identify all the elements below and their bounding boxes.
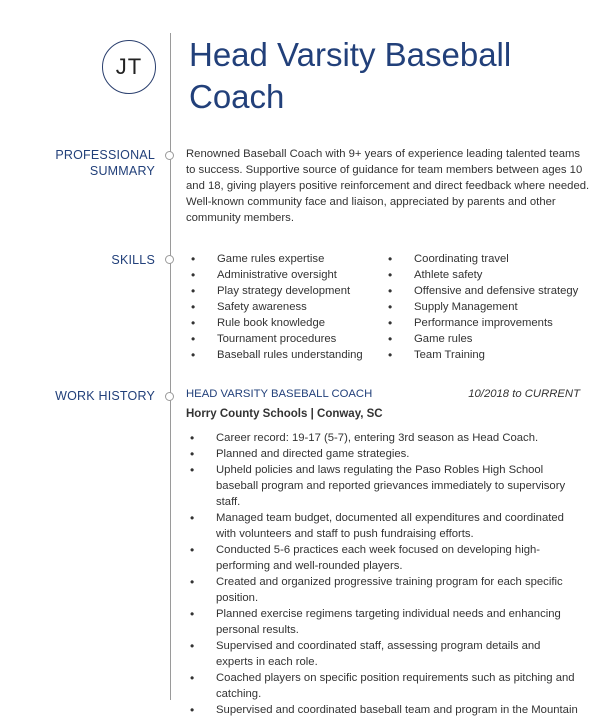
skill-item: • Coordinating travel: [388, 251, 578, 267]
timeline-line: [170, 33, 171, 700]
skills-list-right: [388, 251, 578, 363]
skill-item: • Team Training: [388, 347, 578, 363]
skill-item: • Play strategy development: [191, 283, 363, 299]
initials-text: JT: [115, 54, 143, 79]
skill-item: • Performance improvements: [388, 315, 578, 331]
section-title-summary: [55, 147, 155, 179]
resume-title-line-2: Coach: [189, 78, 285, 115]
section-title-summary-line-2: SUMMARY: [89, 164, 155, 178]
duty-item: • Upheld policies and laws regulating the Paso Robles High School baseball program and reported grievances immediately to supervisory staff.: [190, 462, 580, 510]
skill-item: • Offensive and defensive strategy: [388, 283, 578, 299]
skill-item: • Rule book knowledge: [191, 315, 363, 331]
job-title: HEAD VARSITY BASEBALL COACH: [186, 388, 373, 400]
skill-item: • Tournament procedures: [191, 331, 363, 347]
duty-item: • Managed team budget, documented all expenditures and coordinated with volunteers and staff to push fundraising efforts.: [190, 510, 580, 542]
section-title-summary-line-1: PROFESSIONAL: [55, 148, 155, 162]
duty-item: • Supervised and coordinated baseball team and program in the Mountain: [190, 702, 580, 718]
section-title-skills: SKILLS: [111, 253, 155, 267]
resume-title-line-1: Head Varsity Baseball: [189, 36, 512, 73]
job-dates: 10/2018 to CURRENT: [468, 388, 580, 400]
skill-item: • Game rules: [388, 331, 578, 347]
resume-title: [189, 34, 589, 118]
timeline-dot-skills: [165, 255, 174, 264]
skill-item: • Supply Management: [388, 299, 578, 315]
summary-text: Renowned Baseball Coach with 9+ years of experience leading talented teams to success. Supportive source of guidance for team members between ages 10 and 18, giving players positive reinforcement and direct feedback where needed. Well-known community face and liaison, appreciated by parents and other community members.: [186, 148, 590, 224]
employer: Horry County Schools | Conway, SC: [186, 408, 383, 420]
skill-item: • Athlete safety: [388, 267, 578, 283]
timeline-dot-work-history: [165, 392, 174, 401]
duty-item: • Supervised and coordinated staff, assessing program details and experts in each role.: [190, 638, 580, 670]
skills-list-left: [191, 251, 363, 363]
duty-item: • Coached players on specific position requirements such as pitching and catching.: [190, 670, 580, 702]
job-duties-list: [190, 430, 580, 718]
duty-item: • Created and organized progressive training program for each specific position.: [190, 574, 580, 606]
timeline-dot-summary: [165, 151, 174, 160]
duty-item: • Career record: 19-17 (5-7), entering 3rd season as Head Coach.: [190, 430, 580, 446]
skill-item: • Safety awareness: [191, 299, 363, 315]
duty-item: • Conducted 5-6 practices each week focused on developing high-performing and well-rounded players.: [190, 542, 580, 574]
duty-item: • Planned exercise regimens targeting individual needs and enhancing personal results.: [190, 606, 580, 638]
initials-badge: [102, 40, 156, 94]
section-title-work-history: WORK HISTORY: [55, 389, 155, 403]
duty-item: • Planned and directed game strategies.: [190, 446, 580, 462]
skill-item: • Baseball rules understanding: [191, 347, 363, 363]
skill-item: • Game rules expertise: [191, 251, 363, 267]
skill-item: • Administrative oversight: [191, 267, 363, 283]
